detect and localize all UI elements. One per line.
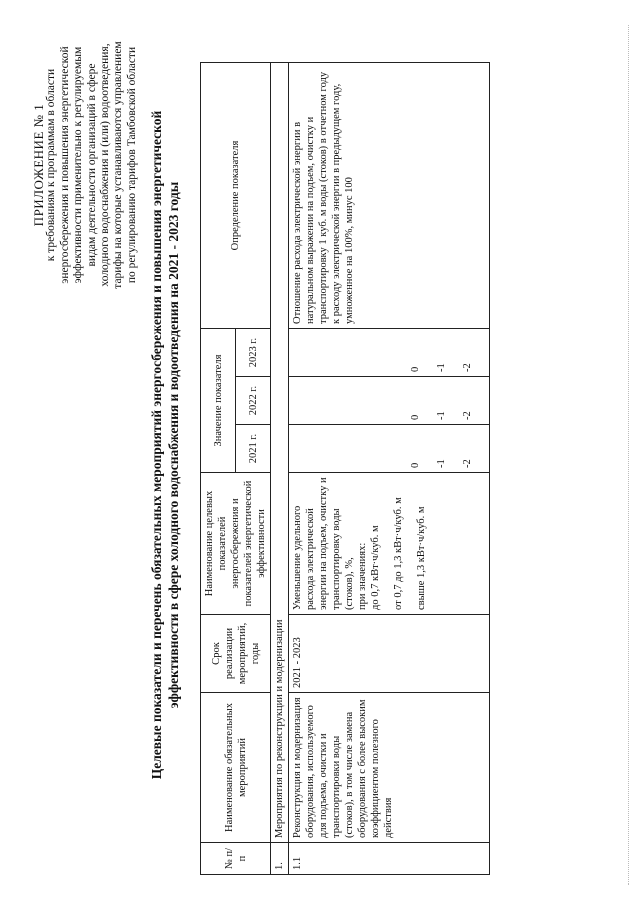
document-title-line: Целевые показатели и перечень обязательных мероприятий энергосбережения и повышения энергетической bbox=[149, 110, 164, 780]
value-cell: 0 bbox=[410, 462, 421, 468]
value-cell: -2 bbox=[462, 363, 473, 372]
header-year-2022: 2022 г. bbox=[236, 377, 271, 425]
header-num: № п/п bbox=[201, 843, 271, 875]
value-cell: 0 bbox=[410, 366, 421, 372]
row-measure: Реконструкция и модернизация оборудования, используемого для подъема, очистки и транспортировки воды (стоков), в том числе замена оборудования с более высоким коэффициентом полезного действия bbox=[289, 693, 490, 843]
scan-edge-line bbox=[628, 25, 629, 885]
value-cell: -1 bbox=[436, 363, 447, 372]
appendix-title: ПРИЛОЖЕНИЕ № 1 bbox=[31, 103, 46, 227]
value-cell: 0 bbox=[410, 414, 421, 420]
appendix-line: тарифы на которые устанавливаются управлением bbox=[112, 41, 125, 289]
section-num: 1. bbox=[271, 843, 289, 875]
indicator-main: Уменьшение удельного расхода электрической энергии на подъем, очистку и транспортировку воды (стоков), %, bbox=[292, 477, 355, 610]
header-year-2023: 2023 г. bbox=[236, 329, 271, 377]
row-num: 1.1 bbox=[289, 843, 490, 875]
header-measures: Наименование обязательных мероприятий bbox=[201, 693, 271, 843]
document-title bbox=[148, 55, 182, 835]
value-cell: -1 bbox=[436, 459, 447, 468]
row-indicator bbox=[289, 473, 490, 615]
values-2022 bbox=[289, 377, 490, 425]
value-cell: -2 bbox=[462, 411, 473, 420]
indicators-table bbox=[200, 62, 490, 875]
header-year-2021: 2021 г. bbox=[236, 425, 271, 473]
header-term: Срок реализации мероприятий, годы bbox=[201, 615, 271, 693]
document-title-line: эффективности в сфере холодного водоснабжения и водоотведения на 2021 - 2023 годы bbox=[166, 181, 181, 709]
row-definition: Отношение расхода электрической энергии в натуральном выражении на подъем, очистку и транспортировку 1 куб. м воды (стоков) в отчетном году к расходу электрической энергии в предыдущем году, умноженное на 100%, минус 100 bbox=[289, 63, 490, 329]
value-cell: -1 bbox=[436, 411, 447, 420]
header-indicators: Наименование целевых показателей энергосбережения и показателей энергетической эффективности bbox=[201, 473, 271, 615]
appendix-line: холодного водоснабжения и (или) водоотведения, bbox=[99, 43, 112, 287]
row-term: 2021 - 2023 bbox=[289, 615, 490, 693]
appendix-line: энергосбережения и повышения энергетической bbox=[58, 46, 71, 284]
section-title: Мероприятия по реконструкции и модернизации bbox=[271, 63, 289, 843]
appendix-line: по регулированию тарифов Тамбовской области bbox=[125, 46, 138, 284]
table-header-row bbox=[201, 63, 236, 875]
values-2021 bbox=[289, 425, 490, 473]
value-cell: -2 bbox=[462, 459, 473, 468]
indicator-threshold: от 0,7 до 1,3 кВт·ч/куб. м bbox=[393, 497, 404, 610]
appendix-line: видам деятельности организаций в сфере bbox=[85, 63, 98, 267]
values-2023 bbox=[289, 329, 490, 377]
indicator-threshold: свыше 1,3 кВт·ч/куб. м bbox=[416, 506, 427, 610]
header-definition: Определение показателя bbox=[201, 63, 271, 329]
appendix-line: к требованиям к программам в области bbox=[45, 68, 58, 262]
section-row bbox=[271, 63, 289, 875]
table-row bbox=[289, 63, 490, 875]
indicator-threshold: до 0,7 кВт·ч/куб. м bbox=[370, 525, 381, 610]
header-values-group: Значение показателя bbox=[201, 329, 236, 473]
appendix-block bbox=[32, 15, 139, 315]
indicator-sub: при значениях: bbox=[357, 542, 368, 610]
appendix-line: эффективности применительно к регулируемым bbox=[72, 46, 85, 284]
